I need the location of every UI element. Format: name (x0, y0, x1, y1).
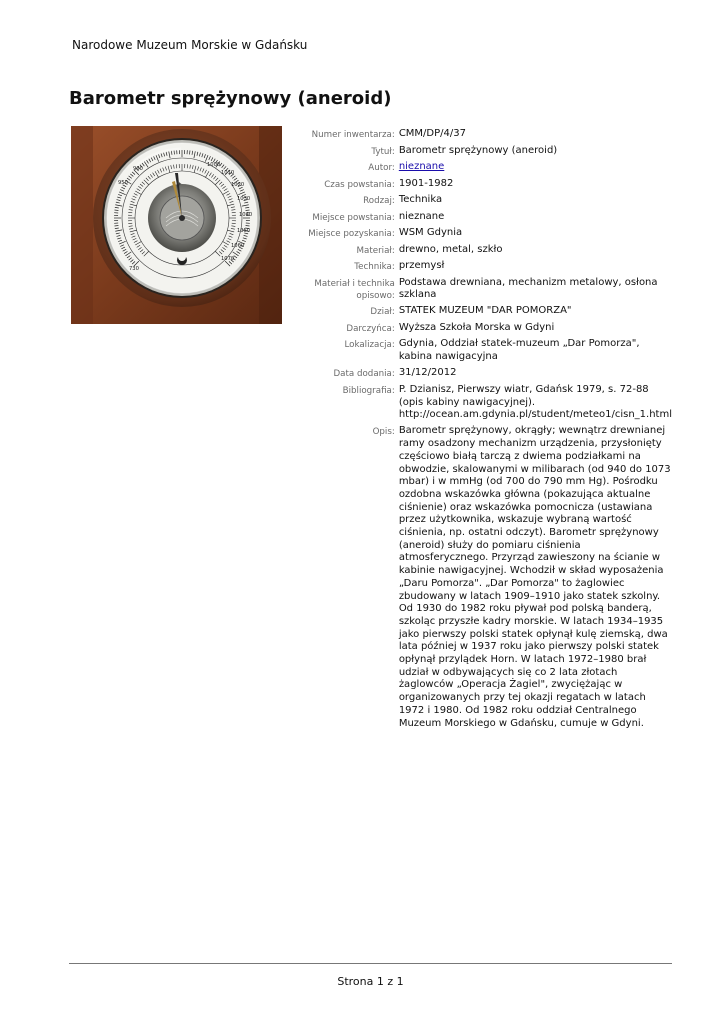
author-link[interactable]: nieznane (398, 161, 445, 172)
site-name: Narodowe Muzeum Morskie w Gdańsku (72, 38, 308, 52)
field-value: drewno, metal, szkło (398, 243, 503, 255)
scale-label: 1010 (221, 170, 235, 176)
scale-label: 1060 (231, 243, 245, 249)
scale-label: 950 (118, 180, 128, 186)
field-label: Opis: (372, 427, 395, 438)
field-value: STATEK MUZEUM "DAR POMORZA" (398, 305, 572, 317)
field-label: Data dodania: (333, 369, 395, 380)
metadata-row (300, 322, 672, 339)
metadata-row (300, 161, 672, 178)
field-label: Materiał: (356, 245, 395, 256)
metadata-row (300, 178, 672, 195)
field-label: Czas powstania: (324, 179, 395, 190)
field-value: Podstawa drewniana, mechanizm metalowy, osłona szklana (398, 276, 658, 301)
field-label: Numer inwentarza: (311, 130, 395, 140)
field-value: przemysł (398, 260, 445, 271)
metadata-row (300, 384, 672, 426)
field-value: Gdynia, Oddział statek-muzeum „Dar Pomorza", kabina nawigacyjna (398, 338, 640, 363)
field-label: Bibliografia: (342, 385, 395, 396)
metadata-row (300, 305, 672, 322)
scale-label: 730 (129, 266, 139, 272)
field-value-cell (399, 161, 672, 178)
field-value: Technika (398, 194, 443, 205)
field-label: Dział: (370, 307, 395, 318)
metadata-table (300, 128, 672, 734)
field-label: Miejsce powstania: (312, 212, 395, 223)
field-value: Wyższa Szkoła Morska w Gdyni (398, 321, 555, 333)
field-label: Rodzaj: (363, 196, 395, 206)
field-value: 1901-1982 (398, 177, 454, 189)
svg-text:✦: ✦ (177, 181, 183, 188)
field-label: Technika: (354, 262, 395, 272)
metadata-row (300, 425, 672, 733)
field-label: Tytuł: (371, 146, 395, 157)
field-value: P. Dzianisz, Pierwszy wiatr, Gdańsk 1979, s. 72-88 (opis kabiny nawigacyjnej). http://ocean.am.gdynia.pl/student/meteo1/cisn_1.html (398, 383, 672, 421)
scale-label: 960 (133, 166, 143, 172)
scale-label: 1030 (237, 196, 251, 202)
field-value: Barometr sprężynowy, okrągły; wewnątrz drewnianej ramy osadzony mechanizm urządzenia, przysłonięty częściowo białą tarczą z dwiema podziałkami na obwodzie, skalowanymi w milibarach (od 940 do 1073 mbar) i w mmHg (od 700 do 790 mm Hg). Pośrodku ozdobna wskazówka główna (pokazująca aktualne ciśnienie) oraz wskazówka pomocnicza (ustawiana przez użytkownika, wskazuje wybraną wartość ciśnienia, np. ostatni odczyt). Barometr sprężynowy (aneroid) służy do pomiaru ciśnienia atmosferycznego. Przyrząd zawieszony na ścianie w kabinie nawigacyjnej. Wchodził w skład wyposażenia „Daru Pomorza". „Dar Pomorza" to żaglowiec zbudowany w latach 1909–1910 jako statek szkolny. Od 1930 do 1982 roku pływał pod polską banderą, szkoląc przyszłe kadry morskie. W latach 1934–1935 jako pierwszy polski statek opłynął kulę ziemską, dwa lata później w 1937 roku jako pierwszy polski statek opłynął przylądek Horn. W latach 1972–1980 brał udział w odbywających się co 2 lata złotach żaglowców „Operacja Żagiel", zwyciężając w organizowanych przy tej okazji regatach w latach 1972 i 1980. Od 1982 roku oddział Centralnego Muzeum Morskiego w Gdańsku, cumuje w Gdyni. (398, 425, 671, 729)
scale-label: 1040 (239, 212, 253, 218)
scale-label: 1070 (221, 256, 235, 262)
field-value: WSM Gdynia (398, 227, 463, 238)
scale-label: 1020 (231, 182, 245, 188)
field-label: Lokalizacja: (344, 340, 395, 351)
metadata-row (300, 244, 672, 261)
metadata-row (300, 211, 672, 228)
page-title: Barometr sprężynowy (aneroid) (69, 88, 392, 109)
field-value: Barometr sprężynowy (aneroid) (398, 144, 558, 156)
metadata-row (300, 128, 672, 145)
metadata-row (300, 260, 672, 277)
field-value: 31/12/2012 (398, 367, 457, 379)
field-label: Miejsce pozyskania: (308, 229, 395, 239)
metadata-row (300, 277, 672, 306)
scale-label: 1050 (237, 228, 251, 234)
field-label: Materiał i technika opisowo: (314, 278, 395, 301)
field-value: CMM/DP/4/37 (398, 128, 466, 139)
metadata-row (300, 338, 672, 367)
field-label: Autor: (368, 163, 395, 173)
field-value: nieznane (398, 210, 445, 222)
metadata-row (300, 227, 672, 244)
metadata-row (300, 194, 672, 211)
scale-label: 1000 (207, 162, 221, 168)
footer-divider (69, 963, 672, 964)
barometer-photo (71, 126, 282, 324)
field-label: Darczyńca: (346, 323, 395, 334)
metadata-row (300, 145, 672, 162)
metadata-row (300, 367, 672, 384)
page-number: Strona 1 z 1 (337, 975, 404, 988)
